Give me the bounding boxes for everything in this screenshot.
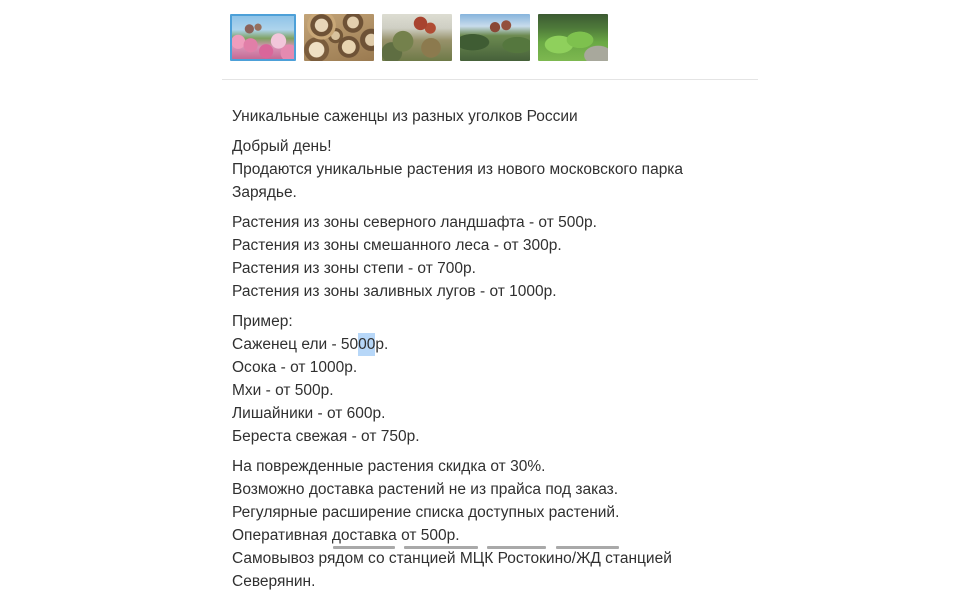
- thumbnail-1-selected[interactable]: [230, 14, 296, 61]
- thumbnail-gallery: [230, 14, 608, 61]
- cutoff-text-fragment: [333, 546, 395, 549]
- example-line: Береста свежая - от 750р.: [232, 428, 420, 445]
- intro-line: Продаются уникальные растения из нового московского парка Зарядье.: [232, 161, 684, 201]
- greeting-paragraph: [232, 135, 752, 204]
- thumbnail-2[interactable]: [304, 14, 374, 61]
- terms-line: Регулярные расширение списка доступных растений.: [232, 504, 620, 521]
- cutoff-text-fragment: [404, 546, 478, 549]
- ad-description: [232, 105, 752, 600]
- reeds-with-towers-image: [460, 14, 530, 61]
- terms-line: Самовывоз рядом со станцией МЦК Ростокино/ЖД станцией Северянин.: [232, 550, 672, 590]
- flowers-and-kremlin-towers-image: [232, 16, 294, 59]
- price-zone-line: Растения из зоны северного ландшафта - от 500р.: [232, 214, 597, 231]
- terms-line: На поврежденные растения скидка от 30%.: [232, 458, 546, 475]
- spruce-suffix: р.: [375, 336, 389, 353]
- birch-bark-rolls-image: [304, 14, 374, 61]
- example-line-spruce: [232, 333, 388, 356]
- text-selection-highlight: 00: [358, 333, 375, 356]
- ad-title-text: Уникальные саженцы из разных уголков России: [232, 108, 578, 125]
- example-paragraph: [232, 310, 752, 448]
- example-line: Лишайники - от 600р.: [232, 405, 386, 422]
- thumbnail-5[interactable]: [538, 14, 608, 61]
- cutoff-text-fragment: [556, 546, 619, 549]
- example-label: Пример:: [232, 313, 293, 330]
- terms-line: Оперативная доставка от 500р.: [232, 527, 460, 544]
- price-zones-paragraph: [232, 211, 752, 303]
- example-line: Осока - от 1000р.: [232, 359, 358, 376]
- ad-title: [232, 105, 752, 128]
- thumbnail-4[interactable]: [460, 14, 530, 61]
- hill-with-red-church-image: [382, 14, 452, 61]
- spruce-prefix: Саженец ели - 50: [232, 336, 359, 353]
- example-line: Мхи - от 500р.: [232, 382, 334, 399]
- price-zone-line: Растения из зоны смешанного леса - от 300р.: [232, 237, 562, 254]
- terms-line: Возможно доставка растений не из прайса под заказ.: [232, 481, 619, 498]
- section-divider: [222, 79, 758, 80]
- price-zone-line: Растения из зоны заливных лугов - от 1000р.: [232, 283, 557, 300]
- thumbnail-3[interactable]: [382, 14, 452, 61]
- greeting-line: Добрый день!: [232, 138, 332, 155]
- terms-paragraph: [232, 455, 752, 593]
- green-sedge-grass-image: [538, 14, 608, 61]
- price-zone-line: Растения из зоны степи - от 700р.: [232, 260, 476, 277]
- cutoff-text-fragment: [487, 546, 546, 549]
